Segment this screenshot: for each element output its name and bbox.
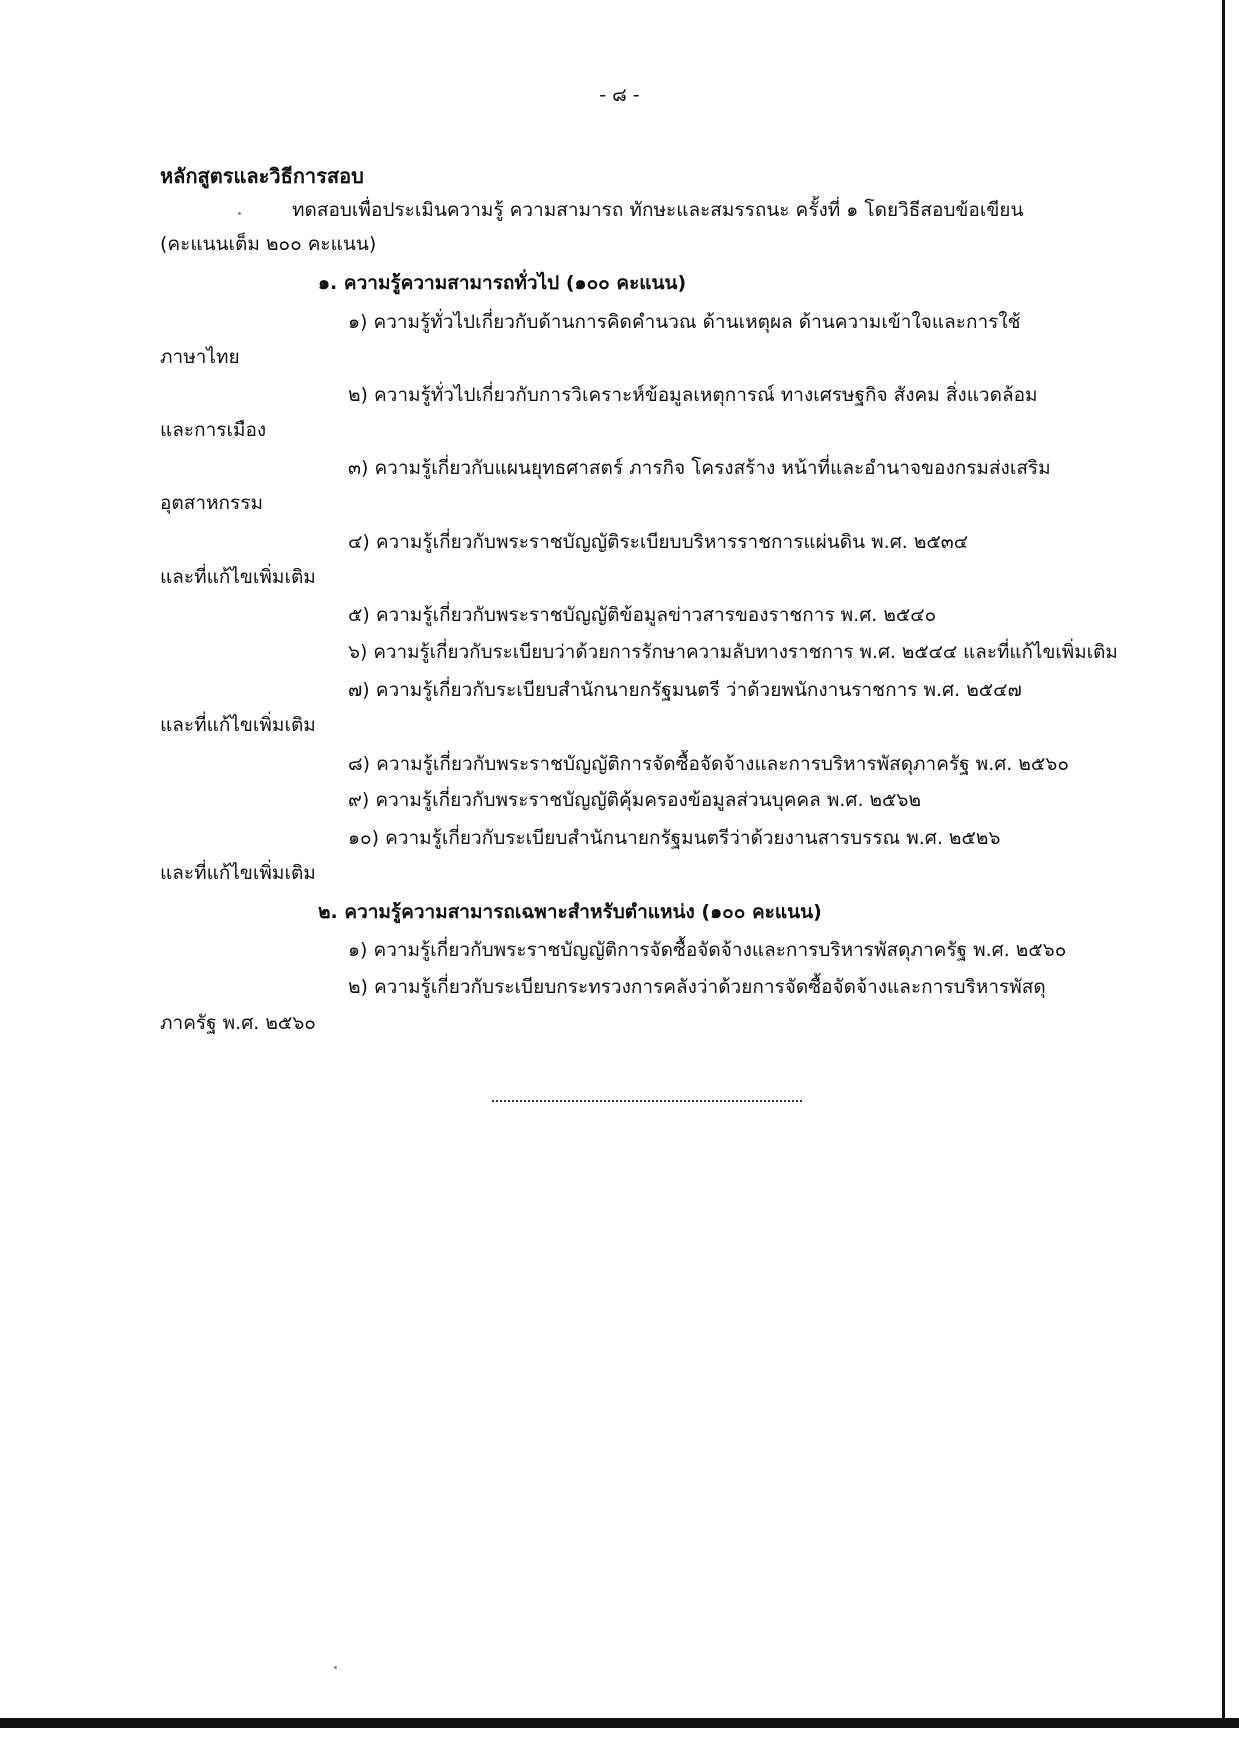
list-item: ๑) ความรู้ทั่วไปเกี่ยวกับด้านการคิดคำนวณ ด้านเหตุผล ด้านความเข้าใจและการใช้: [348, 311, 1021, 333]
list-item: ๒) ความรู้ทั่วไปเกี่ยวกับการวิเคราะห์ข้อมูลเหตุการณ์ ทางเศรษฐกิจ สังคม สิ่งแวดล้อม: [348, 384, 1038, 406]
list-item-continuation: ภาครัฐ พ.ศ. ๒๕๖๐: [160, 1012, 316, 1034]
list-item: ๖) ความรู้เกี่ยวกับระเบียบว่าด้วยการรักษาความลับทางราชการ พ.ศ. ๒๕๔๔ และที่แก้ไขเพิ่มเติม: [348, 641, 1118, 663]
list-item-continuation: ภาษาไทย: [160, 346, 240, 368]
list-item: ๙) ความรู้เกี่ยวกับพระราชบัญญัติคุ้มครองข้อมูลส่วนบุคคล พ.ศ. ๒๕๖๒: [348, 789, 922, 811]
dotted-separator: [492, 1100, 802, 1102]
page-number: - ๘ -: [599, 84, 640, 106]
scan-speck: [334, 1666, 337, 1669]
list-item-continuation: และที่แก้ไขเพิ่มเติม: [160, 566, 316, 588]
list-item: ๘) ความรู้เกี่ยวกับพระราชบัญญัติการจัดซื้อจัดจ้างและการบริหารพัสดุภาครัฐ พ.ศ. ๒๕๖๐: [348, 753, 1069, 775]
scan-right-edge: [1222, 0, 1225, 1728]
list-item-continuation: และที่แก้ไขเพิ่มเติม: [160, 862, 316, 884]
list-item: ๑๐) ความรู้เกี่ยวกับระเบียบสำนักนายกรัฐมนตรีว่าด้วยงานสารบรรณ พ.ศ. ๒๕๒๖: [348, 827, 1001, 849]
list-item: ๓) ความรู้เกี่ยวกับแผนยุทธศาสตร์ ภารกิจ โครงสร้าง หน้าที่และอำนาจของกรมส่งเสริม: [348, 457, 1051, 479]
section-title: ๑. ความรู้ความสามารถทั่วไป (๑๐๐ คะแนน): [318, 272, 687, 294]
document-heading: หลักสูตรและวิธีการสอบ: [160, 164, 364, 188]
list-item: ๑) ความรู้เกี่ยวกับพระราชบัญญัติการจัดซื้อจัดจ้างและการบริหารพัสดุภาครัฐ พ.ศ. ๒๕๖๐: [348, 939, 1067, 961]
list-item: ๔) ความรู้เกี่ยวกับพระราชบัญญัติระเบียบบริหารราชการแผ่นดิน พ.ศ. ๒๕๓๔: [348, 531, 969, 553]
section-title: ๒. ความรู้ความสามารถเฉพาะสำหรับตำแหน่ง (๑๐๐ คะแนน): [318, 901, 822, 923]
list-item-continuation: และที่แก้ไขเพิ่มเติม: [160, 714, 316, 736]
scan-bottom-bar: [0, 1718, 1239, 1728]
list-item-continuation: และการเมือง: [160, 419, 267, 441]
intro-line: (คะแนนเต็ม ๒๐๐ คะแนน): [160, 233, 377, 255]
list-item-continuation: อุตสาหกรรม: [160, 492, 263, 514]
list-item: ๕) ความรู้เกี่ยวกับพระราชบัญญัติข้อมูลข่าวสารของราชการ พ.ศ. ๒๕๔๐: [348, 604, 937, 626]
scan-speck: [238, 212, 241, 215]
list-item: ๗) ความรู้เกี่ยวกับระเบียบสำนักนายกรัฐมนตรี ว่าด้วยพนักงานราชการ พ.ศ. ๒๕๔๗: [348, 679, 1022, 701]
list-item: ๒) ความรู้เกี่ยวกับระเบียบกระทรวงการคลังว่าด้วยการจัดซื้อจัดจ้างและการบริหารพัสดุ: [348, 976, 1046, 998]
intro-line: ทดสอบเพื่อประเมินความรู้ ความสามารถ ทักษะและสมรรถนะ ครั้งที่ ๑ โดยวิธีสอบข้อเขียน: [292, 199, 1024, 221]
